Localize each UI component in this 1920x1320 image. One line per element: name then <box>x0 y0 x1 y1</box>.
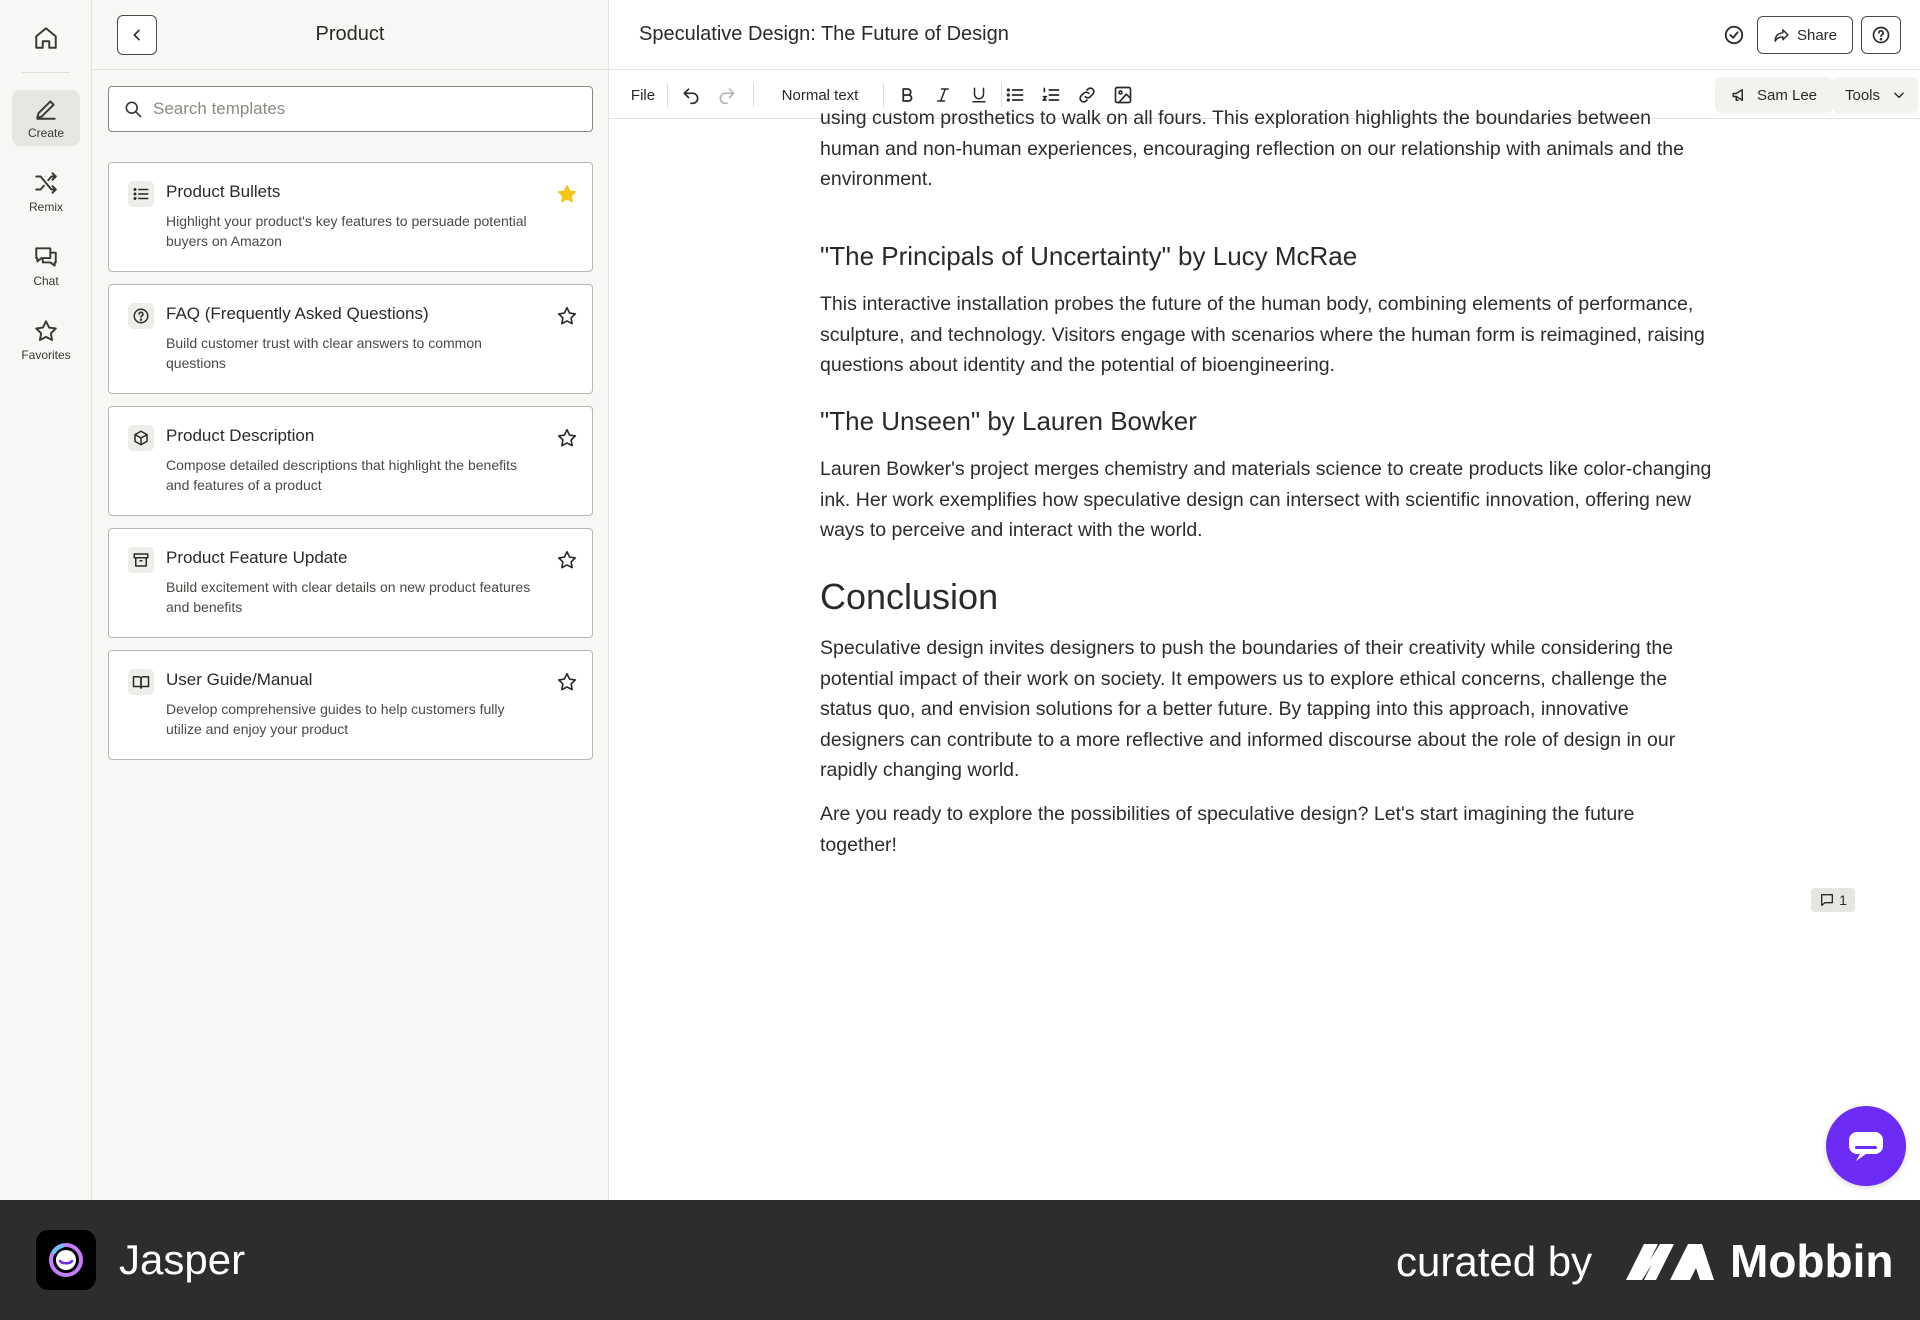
search-box[interactable] <box>108 86 593 132</box>
curated-by-label: curated by <box>1396 1238 1593 1285</box>
bold-icon <box>898 86 916 104</box>
template-card-product-feature-update[interactable] <box>108 528 593 638</box>
box-icon <box>128 425 154 451</box>
panel-title: Product <box>315 23 385 45</box>
rail-item-create[interactable] <box>12 90 80 146</box>
template-card-faq[interactable] <box>108 284 593 394</box>
heading-lauren-bowker[interactable]: "The Unseen" by Lauren Bowker <box>820 406 1197 436</box>
comment-badge[interactable] <box>1811 888 1855 912</box>
rail-item-favorites[interactable] <box>12 312 80 368</box>
star-outline-icon[interactable] <box>556 305 578 327</box>
paragraph-closing[interactable]: Are you ready to explore the possibilities of speculative design? Let's start imagining the future together! <box>820 803 1635 856</box>
template-description: Highlight your product's key features to persuade potential buyers on Amazon <box>166 213 527 249</box>
question-icon <box>128 303 154 329</box>
panel-header <box>92 0 608 70</box>
heading-lucy-mcrae[interactable]: "The Principals of Uncertainty" by Lucy McRae <box>820 241 1358 271</box>
back-button[interactable] <box>117 15 157 55</box>
image-icon <box>1113 85 1133 105</box>
undo-icon <box>681 85 701 105</box>
mobbin-logo-icon <box>1626 1240 1714 1282</box>
document-body[interactable] <box>820 107 1715 1200</box>
jasper-logo-icon <box>46 1240 86 1280</box>
home-icon <box>33 25 59 51</box>
book-icon <box>128 669 154 695</box>
rail-item-label: Favorites <box>21 348 71 362</box>
heading-conclusion[interactable]: Conclusion <box>820 576 999 617</box>
chat-icon <box>33 244 59 270</box>
template-card-product-description[interactable] <box>108 406 593 516</box>
rail-item-label: Create <box>27 126 65 140</box>
star-outline-icon[interactable] <box>556 427 578 449</box>
numbered-list-icon <box>1041 85 1061 105</box>
user-name: Sam Lee <box>1756 86 1818 104</box>
comment-count: 1 <box>1839 892 1847 908</box>
star-filled-icon[interactable] <box>556 183 578 205</box>
home-button[interactable] <box>26 18 66 58</box>
tools-dropdown[interactable] <box>1833 77 1918 113</box>
link-icon <box>1077 85 1097 105</box>
template-title: Product Feature Update <box>166 548 348 567</box>
template-card-product-bullets[interactable] <box>108 162 593 272</box>
template-description: Build customer trust with clear answers to common questions <box>166 335 482 371</box>
template-title: FAQ (Frequently Asked Questions) <box>166 304 429 323</box>
share-button[interactable] <box>1757 16 1853 54</box>
list-icon <box>128 181 154 207</box>
template-panel <box>92 0 609 1200</box>
chevron-left-icon <box>129 27 145 43</box>
user-voice-button[interactable] <box>1715 77 1833 113</box>
support-chat-button[interactable] <box>1826 1106 1906 1186</box>
undo-button[interactable] <box>677 81 705 109</box>
paragraph-lauren-bowker[interactable]: Lauren Bowker's project merges chemistry and materials science to create products like color-changing ink. Her work exemplifies how speculative design can intersect with scientific innovation, offering new ways to perceive and interact with the world. <box>820 458 1712 541</box>
jasper-logo <box>36 1230 96 1290</box>
template-description: Develop comprehensive guides to help customers fully utilize and enjoy your product <box>166 701 505 737</box>
paragraph-intro[interactable]: using custom prosthetics to walk on all fours. This exploration highlights the boundaries between human and non-human experiences, encouraging reflection on our relationship with animals and the environment. <box>820 107 1684 190</box>
rail-item-remix[interactable] <box>12 164 80 220</box>
template-title: Product Description <box>166 426 315 445</box>
brand-name: Mobbin <box>1730 1235 1894 1287</box>
bullet-list-icon <box>1005 85 1025 105</box>
star-outline-icon[interactable] <box>556 671 578 693</box>
rail-item-label: Chat <box>33 274 59 288</box>
template-list <box>108 162 593 772</box>
chat-bubble-icon <box>1846 1126 1886 1166</box>
share-label: Share <box>1796 26 1838 44</box>
tools-label: Tools <box>1844 86 1881 104</box>
megaphone-icon <box>1731 86 1749 104</box>
template-title: Product Bullets <box>166 182 281 201</box>
editor-topbar <box>609 0 1920 70</box>
pen-icon <box>33 96 59 122</box>
template-card-user-guide[interactable] <box>108 650 593 760</box>
paragraph-conclusion[interactable]: Speculative design invites designers to push the boundaries of their creativity while considering the potential impact of their work on society. It empowers us to explore ethical concerns, challenge the status quo, and envision solutions for a better future. By tapping into this approach, innovative designers can contribute to a more reflective and informed discourse about the role of design in our rapidly changing world. <box>820 637 1676 781</box>
app-name: Jasper <box>119 1236 246 1283</box>
rail-item-label: Remix <box>28 200 63 214</box>
check-circle-icon <box>1723 24 1745 46</box>
nav-rail <box>0 0 92 1200</box>
redo-button[interactable] <box>713 81 741 109</box>
toolbar-divider <box>667 83 668 107</box>
comment-icon <box>1819 892 1835 908</box>
shuffle-icon <box>33 170 59 196</box>
rail-divider <box>22 72 70 73</box>
template-description: Compose detailed descriptions that highlight the benefits and features of a product <box>166 457 517 493</box>
text-style-select[interactable]: Normal text <box>781 86 859 104</box>
archive-icon <box>128 547 154 573</box>
search-input[interactable] <box>153 99 573 119</box>
rail-item-chat[interactable] <box>12 238 80 294</box>
document-title[interactable]: Speculative Design: The Future of Design <box>639 23 1009 45</box>
template-title: User Guide/Manual <box>166 670 313 689</box>
italic-icon <box>934 86 952 104</box>
template-description: Build excitement with clear details on new product features and benefits <box>166 579 531 615</box>
chevron-down-icon <box>1892 88 1906 102</box>
help-button[interactable] <box>1861 16 1901 54</box>
star-icon <box>33 318 59 344</box>
saved-status-button[interactable] <box>1719 20 1749 50</box>
share-icon <box>1773 27 1790 44</box>
toolbar-divider <box>753 83 754 107</box>
search-icon <box>123 99 143 119</box>
footer-bar <box>0 1200 1920 1320</box>
redo-icon <box>717 85 737 105</box>
paragraph-lucy-mcrae[interactable]: This interactive installation probes the future of the human body, combining elements of performance, sculpture, and technology. Visitors engage with scenarios where the human form is reimagined, raising questions about identity and the potential of bioengineering. <box>820 293 1705 376</box>
star-outline-icon[interactable] <box>556 549 578 571</box>
help-icon <box>1871 25 1891 45</box>
underline-icon <box>970 86 988 104</box>
file-menu[interactable]: File <box>630 86 656 104</box>
